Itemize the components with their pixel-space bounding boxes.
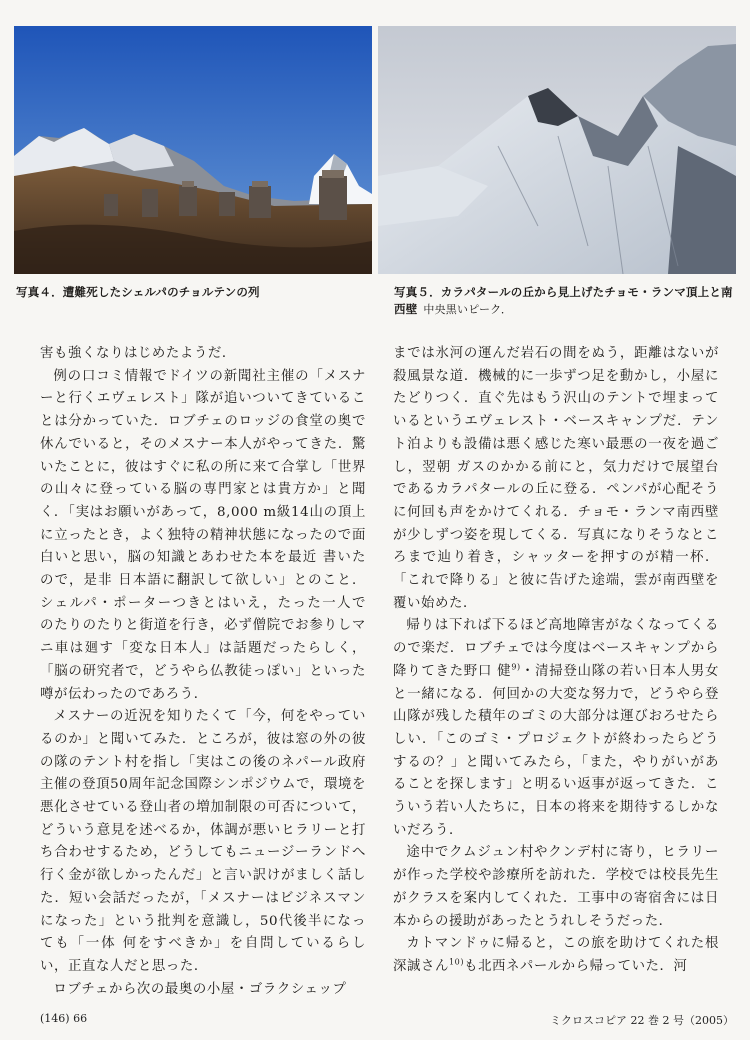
photo-everest-southwest-face — [378, 26, 736, 274]
page-number: (146) 66 — [40, 1012, 88, 1025]
photo5-caption — [394, 284, 739, 318]
paragraph-text: カトマンドゥに帰ると，この旅を助けてくれた根深誠さん — [393, 936, 719, 974]
paragraph: ロブチェから次の最奥の小屋・ゴラクシェップ — [53, 981, 347, 997]
left-text-column — [40, 343, 366, 1001]
photo4-caption-text: 写真４．遭難死したシェルパのチョルテンの列 — [16, 285, 260, 299]
photo5-caption-note: 中央黒いピーク． — [423, 303, 513, 316]
paragraph-text: ・清掃登山隊の若い日本人男女と一緒になる．何回かの大変な努力で，どうやら登山隊が残した積年のゴミの大部分は運びおろせたらしい．「このゴミ・プロジェクトが終わったらどうするの？」と聞いてみたら，「また，やりがいがあることを探します」と明るい返事が返ってきた．こういう若い人たちに，日本の将来を期待するしかないだろう． — [393, 663, 720, 838]
reference-marker: 10) — [448, 957, 465, 967]
paragraph — [393, 933, 719, 978]
journal-citation: ミクロスコピア 22 巻 2 号（2005） — [550, 1014, 734, 1027]
photo-chorten-row — [14, 26, 372, 274]
photo4-caption — [16, 284, 366, 301]
paragraph-text: も北西ネパールから帰っていた．河 — [464, 958, 688, 974]
paragraph: 害も強くなりはじめたようだ． — [40, 346, 236, 361]
paragraph: 例の口コミ情報でドイツの新聞社主催の「メスナーと行くエヴェレスト」隊が追いついてきていることは分かっていた．ロブチェのロッジの食堂の奥で休んでいると，そのメスナー本人がやってきた．驚いたことに，彼はすぐに私の所に来て合掌し「世界の山々に登っている脳の専門家とは貴方か」と聞く．「実はお願いがあって，8,000 m級14山の頂上に立ったとき，よく独特の精神状態になったので面白いと思い，脳の知識とあわせた本を最近 書いたので，是非 日本語に翻訳して欲しい」とのこと．シェルパ・ポーターつきとはいえ，たった一人で のたりのたりと街道を行き，必ず僧院でお参りしマニ車は廻す「変な日本人」は話題だったらしく，「脳の研究者で，どうやら仏教徒っぽい」といった噂が伝わったのであろう． — [40, 368, 366, 702]
right-text-column — [393, 343, 719, 979]
paragraph — [393, 615, 719, 842]
reference-marker: 9) — [511, 662, 521, 672]
paragraph: までは氷河の運んだ岩石の間をぬう，距離はないが殺風景な道．機械的に一歩ずつ足を動かし，小屋にたどりつく．直ぐ先はもう沢山のテントで埋まっているというエヴェレスト・ベースキャンプだ．テント泊よりも設備は悪く感じた寒い最悪の一夜を過ごし，翌朝 ガスのかかる前にと，気力だけで展望台であるカラパタールの丘に登る．ペンパが心配そうに何回も声をかけてくれる．チョモ・ランマ南西壁が少しずつ姿を現してくる．写真になりそうなところまで辿り着き，シャッターを押すのが精一杯．「これで降りる」と彼に告げた途端，雲が南西壁を覆い始めた． — [393, 346, 719, 611]
paragraph: メスナーの近況を知りたくて「今，何をやっているのか」と聞いてみた．ところが，彼は窓の外の彼の隊のテント村を指し「実はこの後のネパール政府主催の登頂50周年記念国際シンポジウムで，環境を悪化させている登山者の増加制限の可否について，どういう意見を述べるか，体調が悪いヒラリーと打ち合わせするため，どうしてもニュージーランドへ行く金が欲しかったんだ」と言い訳けがましく話した．短い会話だったが，「メスナーはビジネスマンになった」という批判を意識し，50代後半になっても「一体 何をすべきか」を自問しているらしい，正直な人だと思った． — [40, 709, 366, 974]
paragraph-text: 帰りは下れば下るほど高地障害がなくなってくるので楽だ．ロブチェでは今度はベースキャンプから降りてきた野口 健 — [393, 618, 719, 679]
photo5-caption-text: 写真５．カラパタールの丘から見上げたチョモ・ランマ頂上と南西壁 — [394, 285, 733, 316]
paragraph: 途中でクムジュン村やクンデ村に寄り，ヒラリーが作った学校や診療所を訪れた．学校では校長先生がクラスを案内してくれた．工事中の寄宿舎には日本からの援助があったとうれしそうだった． — [393, 845, 719, 929]
